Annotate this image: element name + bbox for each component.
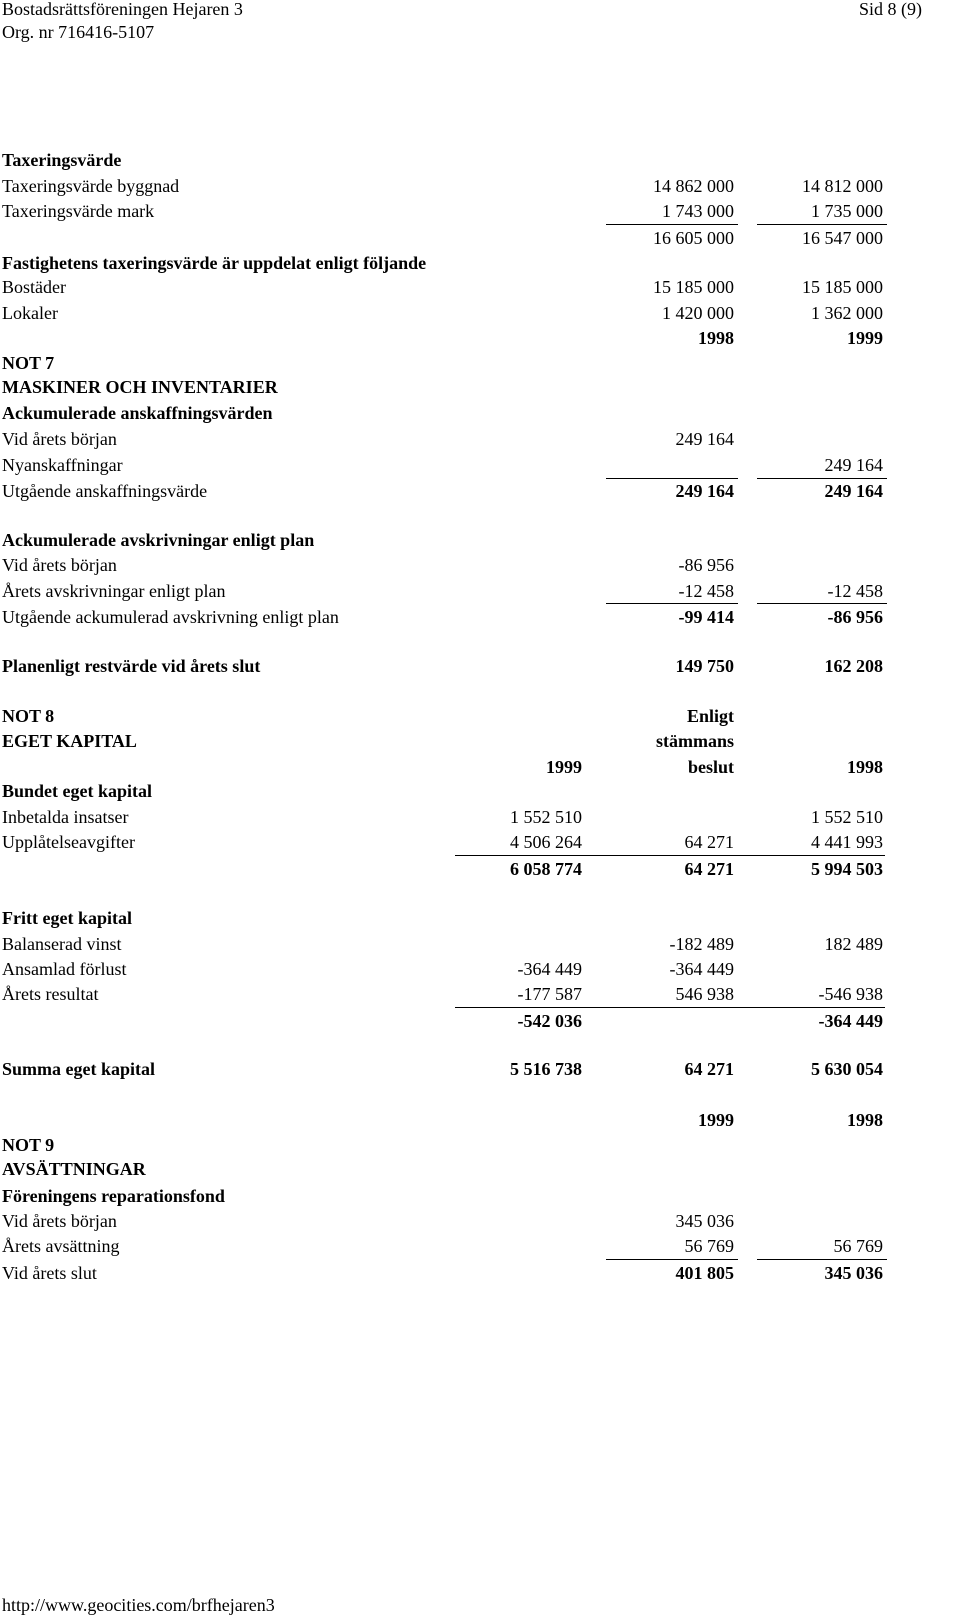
note-subheading: Ackumulerade anskaffningsvärden — [2, 403, 273, 423]
tax-split-value-b: 15 185 000 — [802, 277, 883, 297]
organization-number: Org. nr 716416-5107 — [2, 22, 155, 42]
sum-rule — [455, 1007, 885, 1008]
note-subheading: Föreningens reparationsfond — [2, 1186, 225, 1206]
row-value-1: -177 587 — [517, 984, 582, 1004]
note-title: EGET KAPITAL — [2, 731, 137, 751]
sum-rule — [757, 1259, 887, 1260]
tax-row-value-b: 1 735 000 — [811, 201, 883, 221]
note-number: NOT 9 — [2, 1135, 55, 1155]
column-header: stämmans — [655, 731, 734, 751]
note-subheading: Ackumulerade avskrivningar enligt plan — [2, 530, 315, 550]
row-total-2: 64 271 — [684, 859, 734, 879]
tax-split-value-a: 1 420 000 — [662, 303, 734, 323]
row-value-2: -364 449 — [669, 959, 734, 979]
tax-total-a: 16 605 000 — [653, 228, 734, 248]
note-number: NOT 8 — [2, 706, 55, 726]
tax-split-value-a: 15 185 000 — [653, 277, 734, 297]
page-number: Sid 8 (9) — [859, 0, 922, 19]
row-total-3: 5 994 503 — [811, 859, 883, 879]
note-title: AVSÄTTNINGAR — [2, 1159, 146, 1179]
row-value-2: 64 271 — [684, 832, 734, 852]
tax-row-label: Taxeringsvärde mark — [2, 201, 155, 221]
row-total-b: 345 036 — [824, 1263, 883, 1283]
row-label: Inbetalda insatser — [2, 807, 129, 827]
column-header: beslut — [687, 757, 734, 777]
tax-row-value-b: 14 812 000 — [802, 176, 883, 196]
tax-split-title: Fastighetens taxeringsvärde är uppdelat enligt följande — [2, 253, 427, 273]
row-label: Årets avsättning — [2, 1236, 120, 1256]
sum-rule — [757, 478, 887, 479]
row-value-3: 1 552 510 — [811, 807, 883, 827]
row-value-a: -12 458 — [678, 581, 734, 601]
row-value-1: -364 449 — [517, 959, 582, 979]
note-subheading: Fritt eget kapital — [2, 908, 132, 928]
row-value-a: 56 769 — [684, 1236, 734, 1256]
row-label: Summa eget kapital — [2, 1059, 155, 1079]
row-label: Vid årets början — [2, 429, 117, 449]
tax-split-label: Bostäder — [2, 277, 66, 297]
tax-section-title: Taxeringsvärde — [2, 150, 122, 170]
row-label: Utgående anskaffningsvärde — [2, 481, 208, 501]
row-label: Upplåtelseavgifter — [2, 832, 135, 852]
row-total-a: 249 164 — [675, 481, 734, 501]
year-header: 1999 — [546, 757, 582, 777]
row-value-3: -546 938 — [818, 984, 883, 1004]
year-header: 1998 — [847, 757, 883, 777]
column-header: Enligt — [686, 706, 734, 726]
organization-name: Bostadsrättsföreningen Hejaren 3 — [2, 0, 243, 19]
note-title: MASKINER OCH INVENTARIER — [2, 377, 278, 397]
year-header: 1998 — [847, 1110, 883, 1130]
sum-rule — [757, 224, 887, 225]
row-total-3: -364 449 — [818, 1011, 883, 1031]
row-value-a: -86 956 — [678, 555, 734, 575]
row-value-3: 4 441 993 — [811, 832, 883, 852]
sum-rule — [757, 603, 887, 604]
row-label: Årets avskrivningar enligt plan — [2, 581, 226, 601]
tax-split-label: Lokaler — [2, 303, 58, 323]
row-total-3: 5 630 054 — [811, 1059, 883, 1079]
note-number: NOT 7 — [2, 353, 55, 373]
row-total-b: 162 208 — [824, 656, 883, 676]
row-value-2: 546 938 — [675, 984, 734, 1004]
row-total-2: 64 271 — [684, 1059, 734, 1079]
row-label: Utgående ackumulerad avskrivning enligt plan — [2, 607, 339, 627]
row-label: Vid årets början — [2, 1211, 117, 1231]
sum-rule — [606, 603, 738, 604]
row-value-a: 345 036 — [675, 1211, 734, 1231]
row-label: Vid årets slut — [2, 1263, 97, 1283]
row-value-b: -12 458 — [827, 581, 883, 601]
sum-rule — [606, 478, 738, 479]
row-total-1: -542 036 — [517, 1011, 582, 1031]
sum-rule — [455, 855, 885, 856]
year-header: 1999 — [847, 328, 883, 348]
row-label: Ansamlad förlust — [2, 959, 127, 979]
note-subheading: Bundet eget kapital — [2, 781, 153, 801]
row-label: Årets resultat — [2, 984, 99, 1004]
row-total-a: 401 805 — [675, 1263, 734, 1283]
row-total-b: 249 164 — [824, 481, 883, 501]
row-total-b: -86 956 — [827, 607, 883, 627]
row-total-1: 5 516 738 — [510, 1059, 582, 1079]
sum-rule — [606, 224, 738, 225]
sum-rule — [606, 1259, 738, 1260]
row-label: Balanserad vinst — [2, 934, 122, 954]
tax-row-value-a: 1 743 000 — [662, 201, 734, 221]
tax-row-label: Taxeringsvärde byggnad — [2, 176, 180, 196]
row-value-1: 4 506 264 — [510, 832, 582, 852]
row-total-a: -99 414 — [678, 607, 734, 627]
tax-row-value-a: 14 862 000 — [653, 176, 734, 196]
row-label: Vid årets början — [2, 555, 117, 575]
row-value-2: -182 489 — [669, 934, 734, 954]
row-value-3: 182 489 — [824, 934, 883, 954]
row-value-b: 56 769 — [833, 1236, 883, 1256]
row-total-1: 6 058 774 — [510, 859, 582, 879]
row-value-a: 249 164 — [675, 429, 734, 449]
row-label: Nyanskaffningar — [2, 455, 123, 475]
year-header: 1998 — [698, 328, 734, 348]
row-label: Planenligt restvärde vid årets slut — [2, 656, 261, 676]
footer-url: http://www.geocities.com/brfhejaren3 — [2, 1595, 275, 1615]
row-value-1: 1 552 510 — [510, 807, 582, 827]
row-value-b: 249 164 — [824, 455, 883, 475]
tax-split-value-b: 1 362 000 — [811, 303, 883, 323]
tax-total-b: 16 547 000 — [802, 228, 883, 248]
year-header: 1999 — [698, 1110, 734, 1130]
row-total-a: 149 750 — [675, 656, 734, 676]
